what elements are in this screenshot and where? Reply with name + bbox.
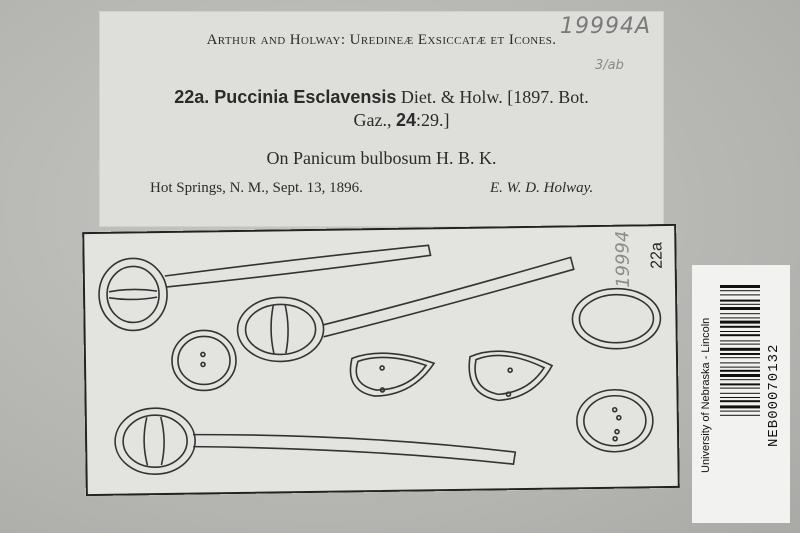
barcode-bar (720, 304, 760, 305)
plate-handwritten-number: 19994 (612, 230, 635, 289)
barcode-bar (720, 321, 760, 324)
barcode-bar (720, 344, 760, 345)
spore-drawings (82, 224, 680, 496)
barcode-bar (720, 400, 760, 402)
authors-citation: Diet. & Holw. [1897. Bot. (400, 87, 589, 107)
plate-number: 22a (648, 242, 666, 269)
barcode-bar (720, 331, 760, 332)
taxon-name: 22a. Puccinia Esclavensis (174, 87, 397, 107)
barcode-bar (720, 334, 760, 336)
series-header: Arthur and Holway: Uredineæ Exsiccatæ et Icones. (206, 32, 557, 48)
barcode-bar (720, 348, 760, 351)
barcode-bar (720, 353, 760, 355)
urediniospore-drawing-5 (576, 389, 653, 452)
barcode-bar (720, 397, 760, 398)
barcode-bar (720, 326, 760, 328)
barcode-bar (720, 405, 760, 408)
barcode-bar (720, 374, 760, 377)
barcode-bar (720, 393, 760, 394)
barcode-icon (720, 285, 760, 505)
catalog-number: NEB00070132 (766, 343, 782, 447)
barcode-bar (720, 362, 760, 363)
taxon-title (100, 87, 663, 108)
teliospore-drawing-3 (115, 403, 516, 475)
barcode-bar (720, 313, 760, 314)
urediniospore-drawing-2 (350, 352, 434, 396)
teliospore-drawing-1 (98, 245, 431, 331)
host-line: On Panicum bulbosum H. B. K. (266, 148, 497, 168)
barcode-bar (720, 300, 760, 302)
illustration-plate (82, 224, 680, 496)
barcode-bar (720, 379, 760, 380)
barcode-bar (720, 411, 760, 412)
urediniospore-drawing-3 (469, 350, 553, 400)
printed-label (100, 12, 663, 226)
barcode-bar (720, 367, 760, 368)
locality-date: Hot Springs, N. M., Sept. 13, 1896. (150, 180, 363, 196)
barcode-bar (720, 370, 760, 372)
collector: E. W. D. Holway. (490, 180, 594, 196)
citation-page: :29.] (416, 110, 450, 130)
barcode-bar (720, 340, 760, 341)
barcode-bar (720, 388, 760, 389)
institution-name: University of Nebraska - Lincoln (700, 317, 712, 473)
barcode-bar (720, 285, 760, 288)
barcode-bar (720, 415, 760, 416)
citation-volume: 24 (395, 110, 416, 130)
urediniospore-drawing-1 (172, 330, 237, 391)
barcode-label (692, 265, 790, 523)
barcode-bar (720, 317, 760, 318)
barcode-bar (720, 383, 760, 385)
citation-continued (100, 110, 663, 131)
barcode-bar (720, 294, 760, 295)
barcode-bar (720, 307, 760, 310)
handwritten-accession: 19994A (560, 14, 652, 39)
barcode-bar (720, 290, 760, 291)
urediniospore-drawing-4 (572, 288, 661, 349)
barcode-bar (720, 357, 760, 358)
citation-journal: Gaz., (353, 110, 396, 130)
handwritten-note: 3/ab (595, 58, 624, 73)
